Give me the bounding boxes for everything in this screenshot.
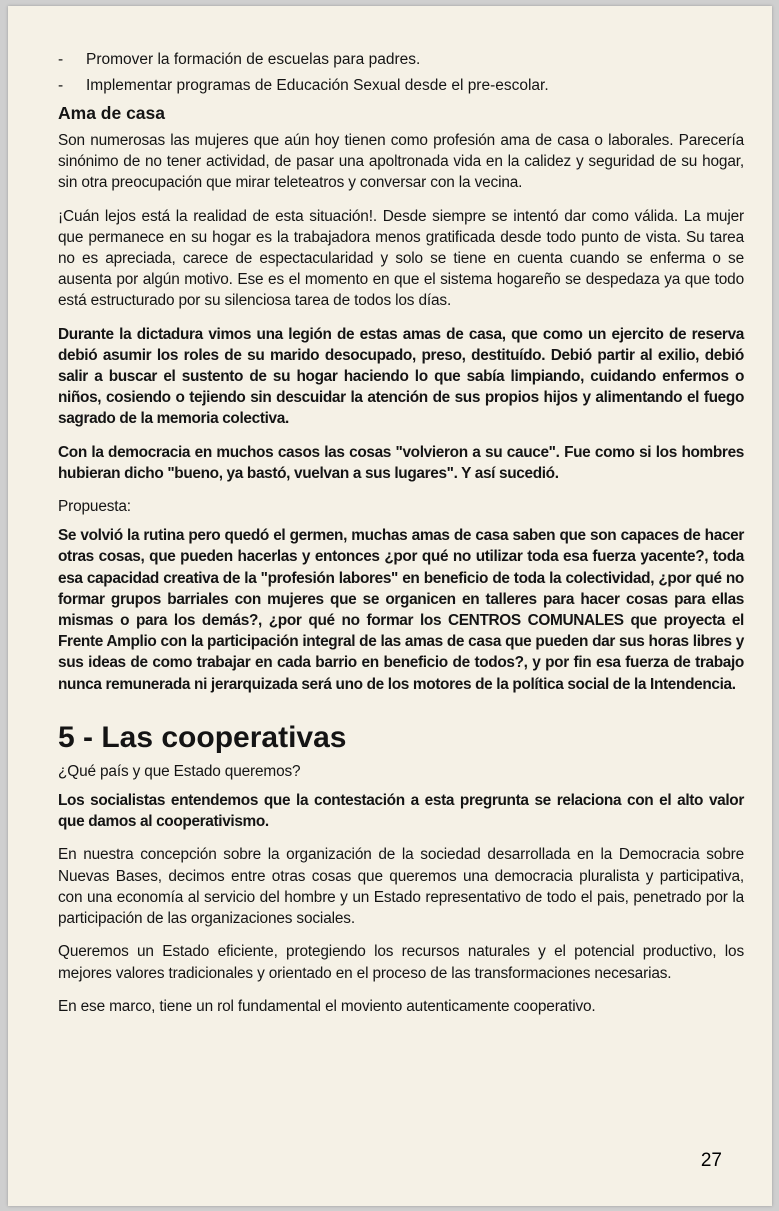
bullet-text: Implementar programas de Educación Sexual desde el pre-escolar. xyxy=(86,77,549,94)
chapter-heading: 5 - Las cooperativas xyxy=(58,720,347,754)
paragraph: ¡Cuán lejos está la realidad de esta situación!. Desde siempre se intentó dar como válida. La mujer que permanece en su hogar es la trabajadora menos gratificada desde todo punto de vista. Su tarea no es apreciada, carece de espectacularidad y solo se tiene en cuenta cuando se enferma o se ausenta por algún motivo. Ese es el momento en que el sistema hogareño se despedaza ya que todo está estructurado por su silenciosa tarea de todos los días. xyxy=(58,207,744,310)
propuesta-label: Propuesta: xyxy=(58,498,131,516)
paragraph: Son numerosas las mujeres que aún hoy tienen como profesión ama de casa o laborales. Parecería sinónimo de no tener actividad, de pasar una apoltronada vida en la calidez y seguridad de su hogar, sin otra preocupación que mirar teleteatros y conversar con la vecina. xyxy=(58,132,744,192)
paragraph: Con la democracia en muchos casos las cosas "volvieron a su cauce". Fue como si los hombres hubieran dicho "bueno, ya bastó, vuelvan a sus lugares". Y así sucedió. xyxy=(58,443,744,482)
bullet-item xyxy=(58,50,744,70)
bullet-dash: - xyxy=(58,77,64,94)
paragraph: Los socialistas entendemos que la contestación a esta pregrunta se relaciona con el alto valor que damos al cooperativismo. xyxy=(58,792,744,831)
section-question: ¿Qué país y que Estado queremos? xyxy=(58,762,301,780)
paragraph: Queremos un Estado eficiente, protegiendo los recursos naturales y el potencial productivo, los mejores valores tradicionales y orientado en el proceso de las transformaciones necesarias. xyxy=(58,943,744,982)
section-heading-ama-de-casa: Ama de casa xyxy=(58,103,166,123)
bullet-text: Promover la formación de escuelas para padres. xyxy=(86,51,421,68)
page-content xyxy=(58,50,744,1029)
paragraph: En nuestra concepción sobre la organización de la sociedad desarrollada en la Democracia sobre Nuevas Bases, decimos entre otras cosas que queremos una democracia pluralista y participativa, con una economía al servicio del hombre y un Estado representativo de todo el pais, penetrado por la participación de las organizaciones sociales. xyxy=(58,846,744,928)
paragraph: Se volvió la rutina pero quedó el germen, muchas amas de casa saben que son capaces de hacer otras cosas, que pueden hacerlas y entonces ¿por qué no utilizar toda esa fuerza yacente?, toda esa capacidad creativa de la "profesión labores" en beneficio de toda la colectividad, ¿por qué no formar grupos barriales con mujeres que se organicen en talleres para hacer cosas para ellas mismas o para los demás?, ¿por qué no formar los CENTROS COMUNALES que proyecta el Frente Amplio con la participación integral de las amas de casa que pueden dar sus horas libres y sus ideas de como trabajar en cada barrio en beneficio de todos?, y por fin esa fuerza de trabajo nunca remunerada ni jerarquizada será uno de los motores de la política social de la Intendencia. xyxy=(58,527,744,693)
paragraph: Durante la dictadura vimos una legión de estas amas de casa, que como un ejercito de reserva debió asumir los roles de su marido desocupado, preso, destituído. Debió partir al exilio, debió salir a buscar el sustento de su hogar haciendo lo que sabía limpiando, cuidando enfermos o niños, cosiendo o tejiendo sin descuidar la atención de sus propios hijos y alimentando el fuego sagrado de la memoria colectiva. xyxy=(58,325,744,428)
bullet-item xyxy=(58,76,744,96)
bullet-dash: - xyxy=(58,51,64,68)
page-number: 27 xyxy=(700,1150,722,1171)
paragraph: En ese marco, tiene un rol fundamental el moviento autenticamente cooperativo. xyxy=(58,997,596,1015)
book-page xyxy=(8,6,772,1206)
